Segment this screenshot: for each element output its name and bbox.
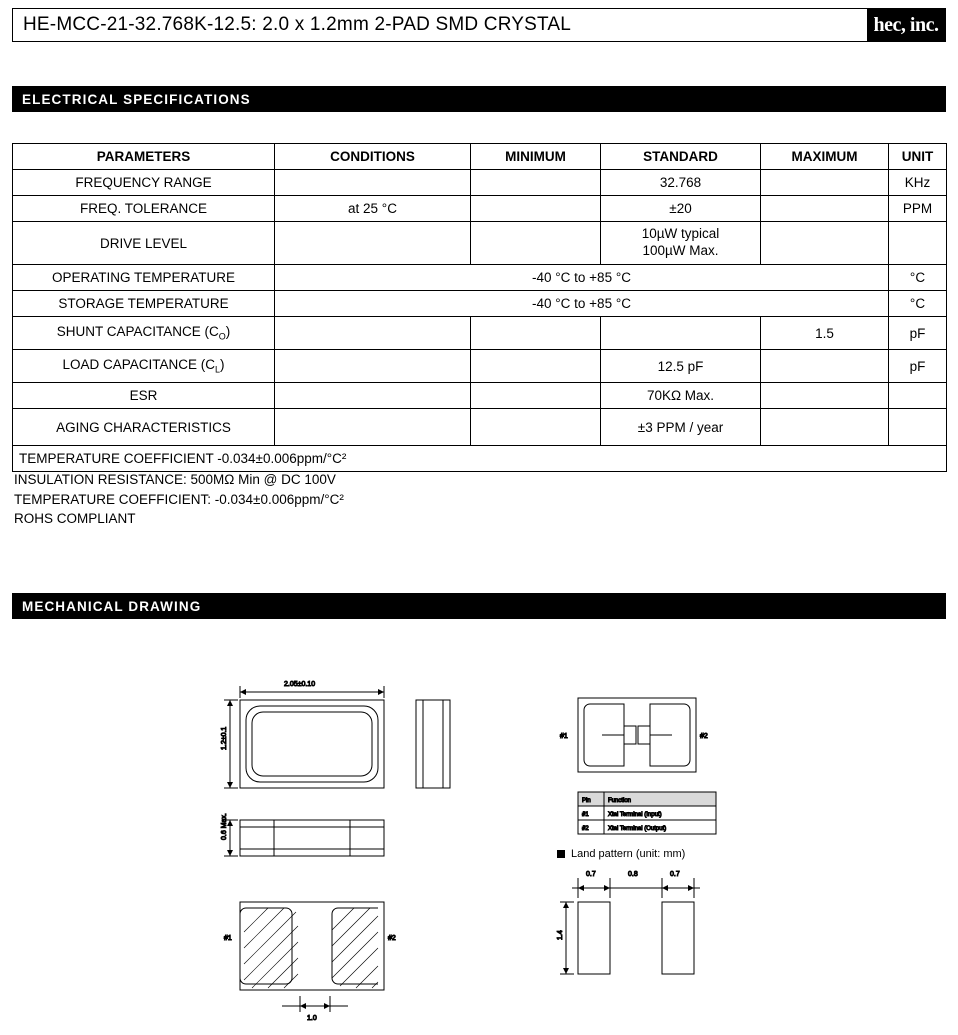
cell-parameter: OPERATING TEMPERATURE [13,265,275,291]
dim-left-height: 1.2±0.1 [221,726,228,750]
cell-parameter-post: ) [220,357,225,373]
dim-pad-gap: 1.0 [307,1015,317,1022]
cell-minimum [471,170,601,196]
dim-top-width: 2.05±0.10 [284,681,316,688]
cell-conditions: at 25 °C [275,196,471,222]
col-header-conditions: CONDITIONS [275,144,471,170]
dim-land-left-pad: 0.7 [586,871,596,878]
cell-unit: °C [889,291,947,317]
section-header-electrical [12,86,946,112]
cell-parameter: ESR [13,383,275,409]
cell-standard: 32.768 [601,170,761,196]
cell-span-value: -40 °C to +85 °C [275,265,889,291]
cell-parameter: DRIVE LEVEL [13,222,275,265]
table-row [13,383,947,409]
cell-conditions [275,409,471,446]
table-row [13,222,947,265]
cell-parameter-pre: SHUNT CAPACITANCE (C [56,324,219,340]
cell-parameter [13,350,275,383]
cell-maximum [761,222,889,265]
pin2-label-internal: #2 [700,733,708,740]
cell-unit: pF [889,350,947,383]
cell-minimum [471,350,601,383]
cell-unit [889,383,947,409]
table-row [13,170,947,196]
cell-standard-line1: 10µW typical [641,226,720,242]
cell-minimum [471,409,601,446]
cell-maximum [761,383,889,409]
note-insulation-resistance: INSULATION RESISTANCE: 500MΩ Min @ DC 100V [14,472,336,487]
col-header-standard: STANDARD [601,144,761,170]
dim-land-right-pad: 0.7 [670,871,680,878]
cell-conditions [275,222,471,265]
pin-table-header-function: Function [608,798,632,804]
cell-minimum [471,317,601,350]
note-rohs: ROHS COMPLIANT [14,511,136,527]
cell-conditions [275,383,471,409]
cell-maximum [761,196,889,222]
cell-parameter: FREQUENCY RANGE [13,170,275,196]
mechanical-drawing-area [12,640,946,1030]
pin-table-cell-pin-1: #1 [582,812,589,818]
pin-table-cell-pin-2: #2 [582,826,589,832]
cell-unit: °C [889,265,947,291]
cell-parameter [13,317,275,350]
col-header-parameters: PARAMETERS [13,144,275,170]
cell-unit: pF [889,317,947,350]
hec-logo: hec, inc. [867,9,945,41]
notes-block [14,470,344,529]
cell-parameter-sub: O [218,331,226,342]
cell-standard: ±3 PPM / year [601,409,761,446]
page-title: HE-MCC-21-32.768K-12.5: 2.0 x 1.2mm 2-PAD SMD CRYSTAL [23,14,572,35]
note-temperature-coefficient: TEMPERATURE COEFFICIENT: -0.034±0.006ppm/°C² [14,491,344,507]
dim-land-gap: 0.8 [628,871,638,878]
cell-parameter: FREQ. TOLERANCE [13,196,275,222]
table-row [13,409,947,446]
cell-standard [601,222,761,265]
bullet-square-icon [557,850,565,858]
cell-unit: PPM [889,196,947,222]
cell-minimum [471,383,601,409]
land-pattern-caption-label: Land pattern (unit: mm) [571,848,686,860]
table-row [13,317,947,350]
col-header-maximum: MAXIMUM [761,144,889,170]
col-header-minimum: MINIMUM [471,144,601,170]
cell-parameter-sub: L [215,364,221,375]
land-pattern-caption [557,848,685,860]
col-header-unit: UNIT [889,144,947,170]
cell-standard: 12.5 pF [601,350,761,383]
table-row [13,291,947,317]
cell-standard [601,317,761,350]
cell-span-value: -40 °C to +85 °C [275,291,889,317]
pin2-label-bottom: #2 [388,935,396,942]
pin-table-cell-function-1: Xtal Terminal (Input) [608,812,662,818]
cell-standard: ±20 [601,196,761,222]
page-header [12,8,946,42]
cell-parameter-pre: LOAD CAPACITANCE (C [62,357,215,373]
mechanical-drawing-svg [12,640,946,1030]
cell-maximum [761,170,889,196]
section-header-mechanical-label: MECHANICAL DRAWING [22,598,202,614]
cell-conditions [275,317,471,350]
cell-unit [889,222,947,265]
table-header-row [13,144,947,170]
cell-conditions [275,170,471,196]
cell-unit: KHz [889,170,947,196]
cell-parameter: STORAGE TEMPERATURE [13,291,275,317]
cell-parameter-post: ) [225,324,231,340]
electrical-specifications-table [12,143,947,472]
cell-temperature-coefficient: TEMPERATURE COEFFICIENT -0.034±0.006ppm/°C² [13,446,947,472]
pin-table-header-pin: Pin [582,798,591,804]
pin1-label-bottom: #1 [224,935,232,942]
cell-standard: 70KΩ Max. [601,383,761,409]
pin1-label-internal: #1 [560,733,568,740]
cell-standard-line2: 100µW Max. [642,243,719,258]
cell-maximum: 1.5 [761,317,889,350]
table-row [13,265,947,291]
dim-side-thickness: 0.6 Max. [221,813,228,840]
section-header-mechanical [12,593,946,619]
pin-table-cell-function-2: Xtal Terminal (Output) [608,826,667,832]
cell-maximum [761,350,889,383]
cell-maximum [761,409,889,446]
cell-minimum [471,222,601,265]
cell-parameter: AGING CHARACTERISTICS [13,409,275,446]
cell-unit [889,409,947,446]
table-row [13,196,947,222]
section-header-electrical-label: ELECTRICAL SPECIFICATIONS [22,91,251,107]
dim-land-height: 1.4 [557,930,564,940]
cell-conditions [275,350,471,383]
table-row-temperature-coefficient [13,446,947,472]
table-row [13,350,947,383]
cell-minimum [471,196,601,222]
